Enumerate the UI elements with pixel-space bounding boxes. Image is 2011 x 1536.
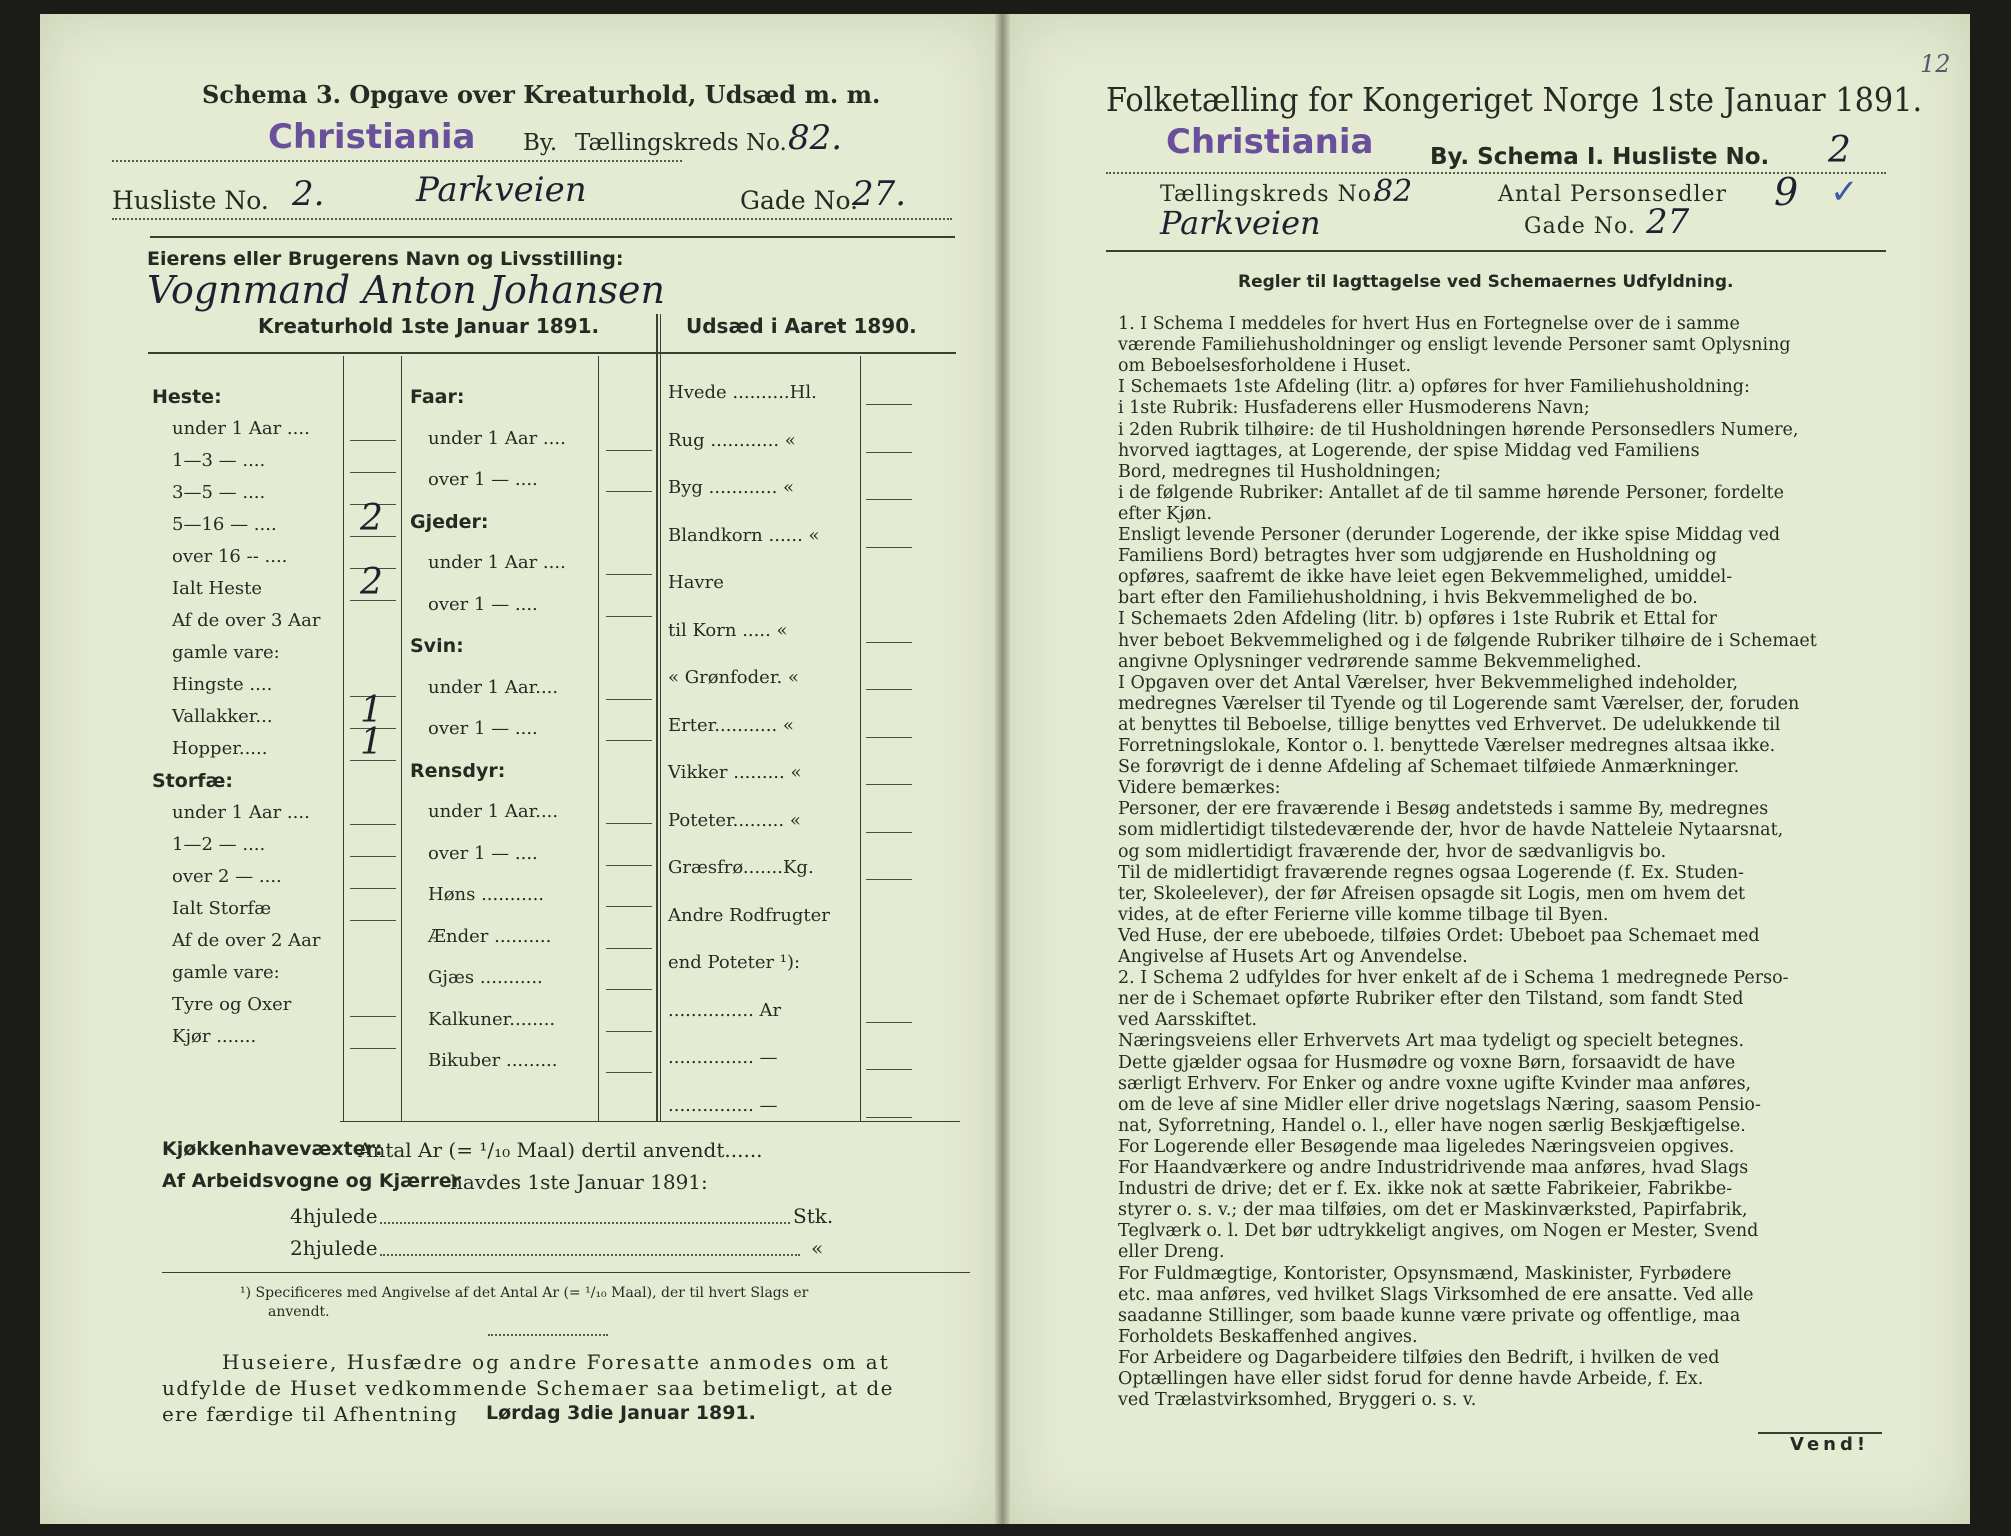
- table-top-rule: [148, 352, 956, 354]
- colA-label-0: Heste:: [152, 386, 222, 408]
- rules-line: vides, at de efter Ferierne ville komme tilbage til Byen.: [1118, 904, 1609, 925]
- col-rule-main: [656, 314, 658, 1122]
- colA-value-6: 2: [360, 562, 383, 603]
- rules-line: Til de midlertidigt fraværende regnes ogsaa Logerende (f. Ex. Studen-: [1118, 862, 1744, 883]
- colA-value-line-15: [350, 888, 396, 889]
- owner-label: Eierens eller Brugerens Navn og Livsstilling:: [147, 248, 624, 270]
- rules-line: bart efter den Familiehusholdning, i hvis Bekvemmelighed de bo.: [1118, 588, 1698, 609]
- wagon-2-label: 2hjulede: [290, 1236, 378, 1260]
- colA-label-19: Tyre og Oxer: [172, 994, 292, 1015]
- colC-label-1: Rug ............ «: [668, 429, 796, 451]
- colC-label-10: Græsfrø.......Kg.: [668, 857, 814, 878]
- colA-label-18: gamle vare:: [172, 962, 280, 983]
- kitchen-label: Kjøkkenhavevæxter:: [162, 1138, 383, 1160]
- header-rule: [150, 236, 955, 238]
- colA-label-17: Af de over 2 Aar: [172, 930, 321, 951]
- colA-label-13: under 1 Aar ....: [172, 802, 310, 823]
- colC-label-12: end Poteter ¹):: [668, 952, 801, 973]
- street-handwritten: Parkveien: [416, 170, 587, 210]
- right-gade-label: Gade No.: [1524, 214, 1636, 239]
- rules-line: styrer o. s. v.; der maa tilføies, om det er Maskinværksted, Papirfabrik,: [1118, 1200, 1748, 1221]
- rules-line: opføres, saafremt de ikke have leiet egen Bekvemmelighed, umiddel-: [1118, 567, 1733, 588]
- wagon-4-unit: Stk.: [793, 1204, 834, 1228]
- rules-line: Forholdets Beskaffenhed angives.: [1118, 1326, 1418, 1347]
- taellingskreds-value: 82.: [788, 118, 843, 158]
- rules-line: I Opgaven over det Antal Værelser, hver Bekvemmelighed indeholder,: [1118, 672, 1739, 693]
- colC-label-9: Poteter......... «: [668, 809, 801, 831]
- closing-line-2: udfylde de Huset vedkommende Schemaer saa betimeligt, at de: [162, 1376, 894, 1400]
- rules-line: om de leve af sine Midler eller drive nogetslags Næring, saasom Pensio-: [1118, 1094, 1761, 1115]
- colA-value-4: 2: [360, 498, 383, 539]
- wagon-4-dots: [380, 1222, 790, 1224]
- colA-label-7: Af de over 3 Aar: [172, 610, 321, 631]
- owner-value: Vognmand Anton Johansen: [147, 268, 665, 312]
- header-underline-2: [112, 218, 952, 220]
- rules-line: Forretningslokale, Kontor o. l. benyttede Værelser medregnes altsaa ikke.: [1118, 736, 1776, 756]
- vend-label: Vend!: [1790, 1434, 1870, 1455]
- colA-label-11: Hopper.....: [172, 738, 268, 759]
- colA-label-3: 3—5 — ....: [172, 482, 266, 503]
- rules-line: hvorved iagttages, at Logerende, der spise Middag ved Familiens: [1118, 440, 1700, 461]
- rules-line: For Arbeidere og Dagarbeidere tilføies den Bedrift, i hvilken de ved: [1118, 1347, 1720, 1368]
- by-schema-label: By. Schema I. Husliste No.: [1430, 144, 1770, 170]
- rules-line: Optællingen have eller sidst forud for denne havde Arbeide, f. Ex.: [1118, 1369, 1704, 1389]
- colB-value-line-7: [606, 699, 652, 700]
- wagons-text: havdes 1ste Januar 1891:: [450, 1170, 708, 1194]
- livestock-heading: Kreaturhold 1ste Januar 1891.: [258, 314, 600, 338]
- colB-label-14: Gjæs ...........: [428, 967, 543, 988]
- rules-line: nat, Syforretning, Handel o. l., eller have nogen særlig Beskjæftigelse.: [1118, 1115, 1746, 1136]
- colB-value-line-5: [606, 616, 652, 617]
- colB-label-13: Ænder ..........: [428, 925, 552, 947]
- rules-line: som midlertidigt tilstedeværende der, hvor de havde Natteleie Nytaarsnat,: [1118, 820, 1784, 841]
- rules-line: Næringsveiens eller Erhvervets Art maa tydeligt og specielt betegnes.: [1118, 1031, 1745, 1052]
- colC-value-line-14: [866, 1069, 912, 1070]
- colB-value-line-14: [606, 989, 652, 990]
- colA-label-2: 1—3 — ....: [172, 450, 266, 471]
- rules-line: Ensligt levende Personer (derunder Logerende, der ikke spise Middag ved: [1118, 525, 1781, 545]
- colA-label-4: 5—16 — ....: [172, 514, 277, 535]
- colB-label-4: under 1 Aar ....: [428, 552, 566, 573]
- colB-value-line-10: [606, 823, 652, 824]
- colA-label-12: Storfæ:: [152, 770, 233, 792]
- rules-line: For Fuldmægtige, Kontorister, Opsynsmænd, Maskinister, Fyrbødere: [1118, 1263, 1732, 1284]
- colB-value-line-4: [606, 574, 652, 575]
- rules-line: Teglværk o. l. Det bør udtrykkeligt angives, om Nogen er Mester, Svend: [1118, 1221, 1759, 1242]
- rules-line: ved Trælastvirksomhed, Bryggeri o. s. v.: [1118, 1390, 1477, 1411]
- colC-label-8: Vikker ......... «: [668, 762, 802, 783]
- colA-value-line-19: [350, 1016, 396, 1017]
- rules-line: 2. I Schema 2 udfyldes for hver enkelt af de i Schema 1 medregnede Perso-: [1118, 968, 1789, 989]
- rules-line: saadanne Stillinger, som baade kunne være private og offentlige, maa: [1118, 1305, 1741, 1326]
- colC-label-4: Havre: [668, 572, 724, 593]
- col-rule-3: [598, 356, 599, 1122]
- footnote-rule: [162, 1272, 970, 1273]
- colA-value-line-14: [350, 856, 396, 857]
- colB-value-line-13: [606, 948, 652, 949]
- rules-line: ner de i Schemaet opførte Rubriker efter den Tilstand, som fandt Sted: [1118, 989, 1744, 1010]
- footnote-line-1: ¹) Specificeres med Angivelse af det Antal Ar (= ¹/₁₀ Maal), der til hvert Slags er: [240, 1285, 809, 1301]
- rules-line: ved Aarsskiftet.: [1118, 1010, 1258, 1031]
- rules-line: angivne Oplysninger vedrørende samme Bekvemmelighed.: [1118, 651, 1642, 672]
- colA-label-20: Kjør .......: [172, 1026, 257, 1047]
- colB-value-line-1: [606, 450, 652, 451]
- right-page: [1010, 14, 1970, 1524]
- colB-label-5: over 1 — ....: [428, 593, 538, 615]
- antal-value: 9: [1774, 170, 1799, 214]
- wagon-2-unit: «: [811, 1236, 824, 1260]
- colC-value-line-2: [866, 499, 912, 500]
- colA-value-10: 1: [360, 690, 383, 731]
- colC-value-line-5: [866, 642, 912, 643]
- rules-line: I Schemaets 1ste Afdeling (litr. a) opføres for hver Familiehusholdning:: [1118, 377, 1750, 398]
- footnote-separator: [488, 1334, 608, 1336]
- book-spine: [995, 14, 1010, 1524]
- closing-line-1: Huseiere, Husfædre og andre Foresatte anmodes om at: [222, 1350, 890, 1374]
- right-taellingskreds-value: 82: [1374, 174, 1413, 209]
- rules-line: i 1ste Rubrik: Husfaderens eller Husmoderens Navn;: [1118, 398, 1590, 419]
- right-header-rule: [1106, 250, 1886, 252]
- rules-line: etc. maa anføres, ved hvilket Slags Virksomhed de ere ansatte. Ved alle: [1118, 1284, 1754, 1305]
- wagons-label: Af Arbeidsvogne og Kjærrer: [162, 1170, 462, 1192]
- right-gade-value: 27: [1646, 202, 1690, 242]
- rules-line: Bord, medregnes til Husholdningen;: [1118, 461, 1442, 482]
- table-bottom-rule: [340, 1121, 960, 1122]
- rules-line: om Beboelsesforholdene i Huset.: [1118, 356, 1412, 377]
- rules-line: Videre bemærkes:: [1118, 778, 1281, 799]
- colB-label-2: over 1 — ....: [428, 469, 538, 490]
- colB-label-3: Gjeder:: [410, 510, 489, 533]
- rules-line: at benyttes til Beboelse, tillige benyttes ved Erhvervet. De udelukkende til: [1118, 714, 1781, 735]
- colB-value-line-12: [606, 906, 652, 907]
- colB-value-line-16: [606, 1072, 652, 1073]
- rules-line: i de følgende Rubriker: Antallet af de til samme hørende Personer, fordelte: [1118, 482, 1784, 503]
- rules-line: hver beboet Bekvemmelighed og i de følgende Rubriker tilhøire de i Schemaet: [1118, 630, 1817, 651]
- rules-line: Industri de drive; det er f. Ex. ikke nok at sætte Fabrikeier, Fabrikbe-: [1118, 1179, 1733, 1200]
- rules-line: Personer, der ere fraværende i Besøg andetsteds i samme By, medregnes: [1118, 799, 1769, 820]
- colB-label-16: Bikuber .........: [428, 1050, 558, 1071]
- colB-value-line-2: [606, 491, 652, 492]
- colB-label-10: under 1 Aar....: [428, 801, 559, 822]
- colB-label-0: Faar:: [410, 386, 465, 408]
- rules-title: Regler til Iagttagelse ved Schemaernes Udfyldning.: [1238, 272, 1734, 292]
- colB-label-7: under 1 Aar....: [428, 676, 559, 698]
- colC-label-0: Hvede ..........Hl.: [668, 382, 817, 403]
- colC-value-line-0: [866, 404, 912, 405]
- colC-value-line-6: [866, 689, 912, 690]
- colA-label-5: over 16 -- ....: [172, 546, 288, 567]
- col-rule-1: [343, 356, 344, 1122]
- kitchen-text: Antal Ar (= ¹/₁₀ Maal) dertil anvendt......: [358, 1138, 763, 1162]
- rules-line: værende Familiehusholdninger og ensligt levende Personer samt Oplysning: [1118, 335, 1791, 356]
- right-street-handwritten: Parkveien: [1160, 204, 1321, 242]
- colC-label-15: ............... —: [668, 1094, 778, 1116]
- colC-label-11: Andre Rodfrugter: [668, 904, 830, 926]
- colA-label-9: Hingste ....: [172, 674, 273, 695]
- colB-value-line-11: [606, 865, 652, 866]
- rules-line: særligt Erhverv. For Enker og andre voxne ugifte Kvinder maa anføres,: [1118, 1073, 1752, 1094]
- colB-label-15: Kalkuner........: [428, 1008, 556, 1030]
- colC-value-line-13: [866, 1022, 912, 1023]
- colC-label-6: « Grønfoder. «: [668, 667, 799, 688]
- colB-label-11: over 1 — ....: [428, 842, 538, 864]
- colC-label-2: Byg ............ «: [668, 477, 795, 498]
- colB-value-line-8: [606, 740, 652, 741]
- colC-label-7: Erter........... «: [668, 714, 794, 736]
- colA-label-1: under 1 Aar ....: [172, 418, 310, 439]
- rules-line: medregnes Værelser til Tyende og til Logerende samt Værelser, der, foruden: [1118, 693, 1800, 714]
- colA-label-15: over 2 — ....: [172, 866, 282, 887]
- closing-line-3a: ere færdige til Afhentning: [162, 1402, 459, 1426]
- colB-label-8: over 1 — ....: [428, 718, 538, 739]
- colB-label-6: Svin:: [410, 635, 464, 657]
- colA-label-8: gamle vare:: [172, 642, 280, 663]
- left-page: [40, 14, 995, 1524]
- right-underline-1: [1106, 172, 1886, 174]
- rules-line: eller Dreng.: [1118, 1242, 1225, 1263]
- colA-label-6: Ialt Heste: [172, 578, 263, 599]
- rules-line: og som midlertidigt fraværende der, hvor de sædvanligvis bo.: [1118, 841, 1667, 862]
- husliste-value: 2.: [292, 174, 325, 214]
- city-stamp: Christiania: [268, 117, 476, 157]
- colA-value-line-13: [350, 824, 396, 825]
- rules-line: Angivelse af Husets Art og Anvendelse.: [1118, 947, 1468, 967]
- colB-value-line-15: [606, 1031, 652, 1032]
- right-taellingskreds-label: Tællingskreds No.: [1160, 182, 1380, 207]
- taellingskreds-label: Tællingskreds No.: [575, 130, 787, 156]
- colA-label-14: 1—2 — ....: [172, 834, 266, 855]
- rules-line: For Haandværkere og andre Industridrivende maa anføres, hvad Slags: [1118, 1158, 1749, 1178]
- colA-value-line-16: [350, 920, 396, 921]
- footnote-line-2: anvendt.: [268, 1304, 330, 1320]
- col-rule-4: [860, 356, 861, 1122]
- colA-value-line-20: [350, 1048, 396, 1049]
- colC-value-line-9: [866, 832, 912, 833]
- rules-line: ter, Skoleelever), der før Afreisen opsagde sit Logis, men om hvem det: [1118, 883, 1746, 904]
- col-rule-2: [401, 356, 402, 1122]
- schema-title: Schema 3. Opgave over Kreaturhold, Udsæd m. m.: [202, 80, 881, 109]
- colA-value-line-2: [350, 472, 396, 473]
- colC-value-line-10: [866, 879, 912, 880]
- header-underline-1: [112, 160, 682, 162]
- colB-label-12: Høns ...........: [428, 884, 545, 905]
- gade-label: Gade No.: [740, 186, 859, 215]
- colC-value-line-8: [866, 784, 912, 785]
- colB-label-1: under 1 Aar ....: [428, 427, 566, 449]
- rules-line: Familiens Bord) betragtes hver som udgjørende en Husholdning og: [1118, 546, 1717, 567]
- colA-value-11: 1: [360, 722, 383, 763]
- colC-value-line-7: [866, 737, 912, 738]
- rules-line: For Logerende eller Besøgende maa ligeledes Næringsveien opgives.: [1118, 1136, 1735, 1157]
- colC-value-line-15: [866, 1117, 912, 1118]
- colB-label-9: Rensdyr:: [410, 759, 506, 782]
- page-number-handwritten: 12: [1920, 50, 1951, 78]
- closing-line-3b: Lørdag 3die Januar 1891.: [486, 1402, 756, 1424]
- col-rule-main-b: [660, 314, 661, 1122]
- rules-line: I Schemaets 2den Afdeling (litr. b) opføres i 1ste Rubrik et Ettal for: [1118, 609, 1717, 630]
- colC-value-line-1: [866, 452, 912, 453]
- rules-line: Dette gjælder ogsaa for Husmødre og voxne Børn, forsaavidt de have: [1118, 1052, 1736, 1073]
- rules-line: i 2den Rubrik tilhøire: de til Husholdningen hørende Personsedlers Numere,: [1118, 419, 1799, 440]
- right-husliste-value: 2: [1828, 130, 1851, 171]
- wagon-4-label: 4hjulede: [290, 1204, 378, 1228]
- colC-value-line-3: [866, 547, 912, 548]
- rules-line: Ved Huse, der ere ubeboede, tilføies Ordet: Ubeboet paa Schemaet med: [1118, 925, 1760, 946]
- rules-line: efter Kjøn.: [1118, 503, 1213, 524]
- colC-label-13: ............... Ar: [668, 999, 782, 1021]
- right-city-stamp: Christiania: [1166, 122, 1374, 162]
- rules-line: Se forøvrigt de i denne Afdeling af Schemaet tilføiede Anmærkninger.: [1118, 757, 1740, 778]
- colA-value-line-1: [350, 440, 396, 441]
- wagon-2-dots: [380, 1254, 800, 1256]
- census-title: Folketælling for Kongeriget Norge 1ste Januar 1891.: [1106, 80, 1923, 119]
- rules-line: 1. I Schema I meddeles for hvert Hus en Fortegnelse over de i samme: [1118, 314, 1740, 334]
- colC-label-3: Blandkorn ...... «: [668, 524, 820, 546]
- colA-label-16: Ialt Storfæ: [172, 898, 272, 919]
- by-label: By.: [523, 130, 558, 156]
- blue-check-mark: ✓: [1830, 172, 1859, 212]
- colC-label-5: til Korn ..... «: [668, 619, 788, 641]
- colC-label-14: ............... —: [668, 1047, 778, 1068]
- husliste-label: Husliste No.: [112, 186, 269, 215]
- antal-label: Antal Personsedler: [1498, 182, 1728, 207]
- gade-value: 27.: [852, 174, 907, 214]
- colA-label-10: Vallakker...: [172, 706, 273, 727]
- sowing-heading: Udsæd i Aaret 1890.: [686, 314, 917, 338]
